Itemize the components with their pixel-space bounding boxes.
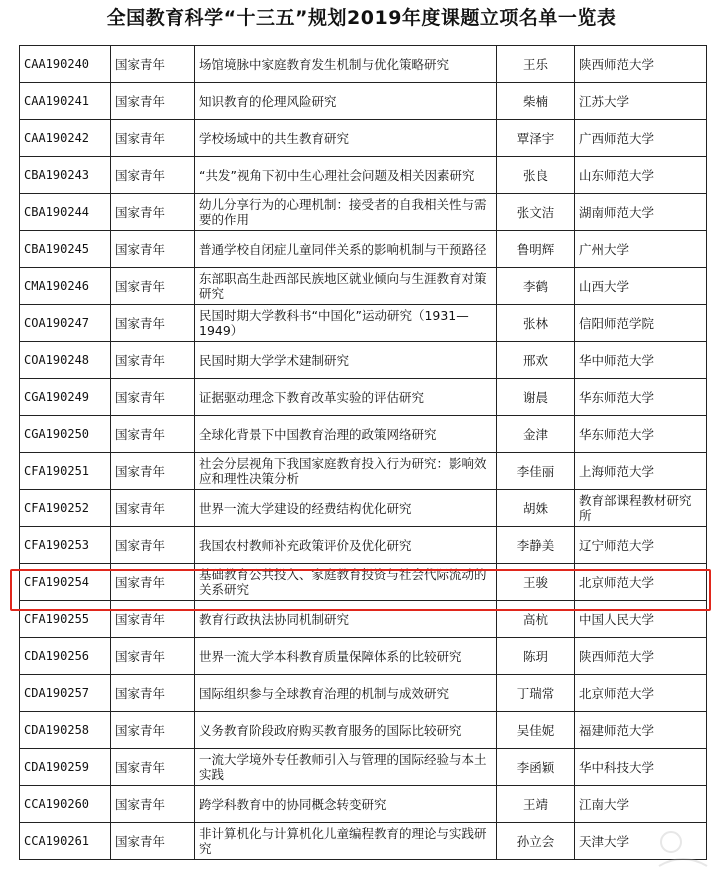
row-unit: 信阳师范学院	[575, 305, 707, 342]
row-unit: 华东师范大学	[575, 416, 707, 453]
row-category: 国家青年	[111, 342, 195, 379]
row-unit: 天津大学	[575, 823, 707, 860]
row-leader: 邢欢	[497, 342, 575, 379]
row-unit: 北京师范大学	[575, 564, 707, 601]
table-row	[20, 749, 707, 786]
row-unit: 山东师范大学	[575, 157, 707, 194]
row-unit: 上海师范大学	[575, 453, 707, 490]
table-row	[20, 231, 707, 268]
row-code: CGA190250	[20, 416, 111, 453]
row-title: 证据驱动理念下教育改革实验的评估研究	[195, 379, 497, 416]
row-category: 国家青年	[111, 712, 195, 749]
row-leader: 张林	[497, 305, 575, 342]
row-leader: 张文洁	[497, 194, 575, 231]
table-row	[20, 712, 707, 749]
row-unit: 陕西师范大学	[575, 638, 707, 675]
row-title: 东部职高生赴西部民族地区就业倾向与生涯教育对策研究	[195, 268, 497, 305]
row-leader: 谢晨	[497, 379, 575, 416]
table-row	[20, 490, 707, 527]
table-row	[20, 564, 707, 601]
row-leader: 覃泽宇	[497, 120, 575, 157]
row-code: CFA190255	[20, 601, 111, 638]
row-unit: 陕西师范大学	[575, 46, 707, 83]
row-title: 全球化背景下中国教育治理的政策网络研究	[195, 416, 497, 453]
row-unit: 中国人民大学	[575, 601, 707, 638]
row-leader: 金津	[497, 416, 575, 453]
row-unit: 华东师范大学	[575, 379, 707, 416]
row-category: 国家青年	[111, 823, 195, 860]
row-code: CFA190254	[20, 564, 111, 601]
row-category: 国家青年	[111, 46, 195, 83]
table-row	[20, 46, 707, 83]
row-code: CCA190261	[20, 823, 111, 860]
row-category: 国家青年	[111, 83, 195, 120]
row-title: 国际组织参与全球教育治理的机制与成效研究	[195, 675, 497, 712]
row-code: CFA190251	[20, 453, 111, 490]
row-leader: 鲁明辉	[497, 231, 575, 268]
row-category: 国家青年	[111, 490, 195, 527]
row-title: 民国时期大学学术建制研究	[195, 342, 497, 379]
row-leader: 胡姝	[497, 490, 575, 527]
table-row	[20, 601, 707, 638]
table-row	[20, 157, 707, 194]
row-leader: 陈玥	[497, 638, 575, 675]
table-row	[20, 638, 707, 675]
row-title: 基础教育公共投入、家庭教育投资与社会代际流动的关系研究	[195, 564, 497, 601]
row-category: 国家青年	[111, 453, 195, 490]
row-category: 国家青年	[111, 305, 195, 342]
row-category: 国家青年	[111, 749, 195, 786]
row-leader: 王乐	[497, 46, 575, 83]
row-title: 普通学校自闭症儿童同伴关系的影响机制与干预路径	[195, 231, 497, 268]
row-unit: 福建师范大学	[575, 712, 707, 749]
table-row	[20, 194, 707, 231]
row-code: CBA190243	[20, 157, 111, 194]
row-leader: 高杭	[497, 601, 575, 638]
row-code: COA190247	[20, 305, 111, 342]
row-unit: 山西大学	[575, 268, 707, 305]
row-unit: 广西师范大学	[575, 120, 707, 157]
table-row	[20, 786, 707, 823]
row-title: 社会分层视角下我国家庭教育投入行为研究：影响效应和理性决策分析	[195, 453, 497, 490]
table-row	[20, 675, 707, 712]
row-title: 非计算机化与计算机化儿童编程教育的理论与实践研究	[195, 823, 497, 860]
row-code: CCA190260	[20, 786, 111, 823]
row-code: CDA190258	[20, 712, 111, 749]
row-category: 国家青年	[111, 601, 195, 638]
row-leader: 丁瑞常	[497, 675, 575, 712]
row-code: CFA190253	[20, 527, 111, 564]
row-unit: 广州大学	[575, 231, 707, 268]
row-leader: 王靖	[497, 786, 575, 823]
row-category: 国家青年	[111, 527, 195, 564]
table-row	[20, 305, 707, 342]
row-category: 国家青年	[111, 379, 195, 416]
table-row	[20, 120, 707, 157]
row-unit: 华中师范大学	[575, 342, 707, 379]
table-row	[20, 268, 707, 305]
row-category: 国家青年	[111, 638, 195, 675]
table-row	[20, 453, 707, 490]
row-title: 世界一流大学本科教育质量保障体系的比较研究	[195, 638, 497, 675]
row-code: CFA190252	[20, 490, 111, 527]
row-code: CDA190257	[20, 675, 111, 712]
row-title: 教育行政执法协同机制研究	[195, 601, 497, 638]
table-row	[20, 83, 707, 120]
row-title: 知识教育的伦理风险研究	[195, 83, 497, 120]
row-leader: 李静美	[497, 527, 575, 564]
row-unit: 江南大学	[575, 786, 707, 823]
table-row	[20, 342, 707, 379]
row-category: 国家青年	[111, 416, 195, 453]
row-category: 国家青年	[111, 786, 195, 823]
row-title: “共发”视角下初中生心理社会问题及相关因素研究	[195, 157, 497, 194]
table-row	[20, 823, 707, 860]
row-category: 国家青年	[111, 120, 195, 157]
row-code: CDA190256	[20, 638, 111, 675]
row-title: 我国农村教师补充政策评价及优化研究	[195, 527, 497, 564]
row-leader: 吴佳妮	[497, 712, 575, 749]
row-code: CBA190244	[20, 194, 111, 231]
row-code: CAA190240	[20, 46, 111, 83]
row-title: 幼儿分享行为的心理机制：接受者的自我相关性与需要的作用	[195, 194, 497, 231]
row-leader: 李鹤	[497, 268, 575, 305]
table-row	[20, 416, 707, 453]
row-unit: 华中科技大学	[575, 749, 707, 786]
row-code: CGA190249	[20, 379, 111, 416]
row-category: 国家青年	[111, 231, 195, 268]
row-leader: 王骏	[497, 564, 575, 601]
row-leader: 孙立会	[497, 823, 575, 860]
row-title: 跨学科教育中的协同概念转变研究	[195, 786, 497, 823]
row-unit: 北京师范大学	[575, 675, 707, 712]
row-title: 义务教育阶段政府购买教育服务的国际比较研究	[195, 712, 497, 749]
row-leader: 张良	[497, 157, 575, 194]
row-title: 学校场域中的共生教育研究	[195, 120, 497, 157]
row-code: CMA190246	[20, 268, 111, 305]
row-code: CAA190241	[20, 83, 111, 120]
row-category: 国家青年	[111, 675, 195, 712]
row-category: 国家青年	[111, 157, 195, 194]
row-code: CBA190245	[20, 231, 111, 268]
row-code: CAA190242	[20, 120, 111, 157]
row-category: 国家青年	[111, 194, 195, 231]
row-title: 一流大学境外专任教师引入与管理的国际经验与本土实践	[195, 749, 497, 786]
row-title: 世界一流大学建设的经费结构优化研究	[195, 490, 497, 527]
row-title: 民国时期大学教科书“中国化”运动研究（1931—1949）	[195, 305, 497, 342]
table-row	[20, 527, 707, 564]
row-code: CDA190259	[20, 749, 111, 786]
row-unit: 湖南师范大学	[575, 194, 707, 231]
row-leader: 李佳丽	[497, 453, 575, 490]
row-code: COA190248	[20, 342, 111, 379]
row-unit: 教育部课程教材研究所	[575, 490, 707, 527]
watermark-icon	[651, 822, 715, 876]
row-leader: 李函颖	[497, 749, 575, 786]
project-table	[19, 45, 707, 860]
row-category: 国家青年	[111, 564, 195, 601]
row-leader: 柴楠	[497, 83, 575, 120]
row-title: 场馆境脉中家庭教育发生机制与优化策略研究	[195, 46, 497, 83]
row-unit: 江苏大学	[575, 83, 707, 120]
page-title: 全国教育科学“十三五”规划2019年度课题立项名单一览表	[106, 7, 617, 29]
table-row	[20, 379, 707, 416]
row-unit: 辽宁师范大学	[575, 527, 707, 564]
table-body	[20, 46, 707, 860]
row-category: 国家青年	[111, 268, 195, 305]
